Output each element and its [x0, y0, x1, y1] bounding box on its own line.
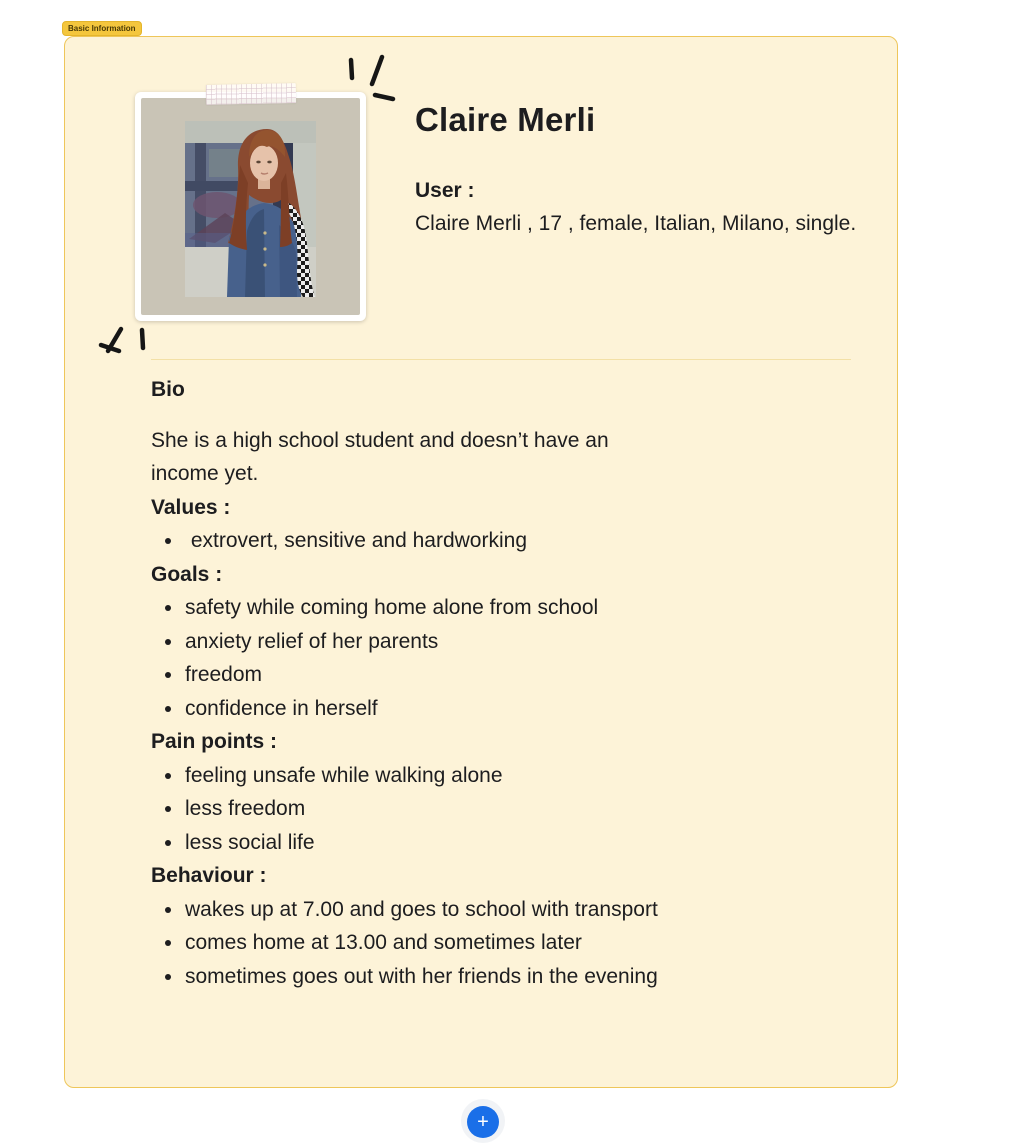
user-details: Claire Merli , 17 , female, Italian, Milano, single. — [415, 212, 857, 235]
bio-section-label: Goals : — [151, 562, 223, 586]
bio-heading: Bio — [151, 378, 185, 401]
bio-list-item: • anxiety relief of her parents — [184, 625, 691, 659]
plus-icon: + — [477, 1111, 489, 1133]
bio-intro: She is a high school student and doesn’t have an income yet. — [151, 428, 609, 485]
sparkle-doodle-icon — [341, 51, 411, 111]
tape-icon — [206, 83, 296, 105]
photo-matte — [141, 98, 360, 315]
persona-card — [64, 36, 898, 1088]
bio-section-label: Pain points : — [151, 730, 277, 753]
bio-section — [151, 373, 711, 993]
bio-list-item: • safety while coming home alone from school — [184, 591, 691, 625]
bio-list-item: • confidence in herself — [184, 692, 691, 726]
section-divider — [151, 359, 851, 360]
bio-section-list — [151, 893, 691, 994]
bio-section-label: Behaviour : — [151, 864, 267, 887]
bio-section-label: Values : — [151, 495, 231, 519]
section-badge-basic-information[interactable]: Basic Information — [62, 21, 142, 36]
bio-section-list — [151, 759, 691, 860]
persona-photo — [135, 92, 366, 321]
add-block-button[interactable] — [467, 1106, 499, 1138]
bio-list-item: • wakes up at 7.00 and goes to school with transport — [184, 893, 691, 927]
persona-name: Claire Merli — [415, 101, 596, 138]
sparkle-doodle-icon — [95, 299, 157, 359]
user-label: User : — [415, 179, 475, 202]
bio-section-list — [151, 524, 691, 558]
bio-list-item: • less social life — [184, 826, 691, 860]
bio-list-item: • feeling unsafe while walking alone — [184, 759, 691, 793]
persona-header — [415, 100, 870, 241]
bio-list-item: • comes home at 13.00 and sometimes later — [184, 926, 691, 960]
bio-list-item: • less freedom — [184, 792, 691, 826]
portrait-photo-girl — [185, 121, 316, 297]
bio-list-item: • freedom — [184, 658, 691, 692]
bio-sections — [151, 491, 711, 994]
bio-list-item: • extrovert, sensitive and hardworking — [184, 524, 691, 558]
bio-list-item: • sometimes goes out with her friends in the evening — [184, 960, 691, 994]
bio-section-list — [151, 591, 691, 725]
